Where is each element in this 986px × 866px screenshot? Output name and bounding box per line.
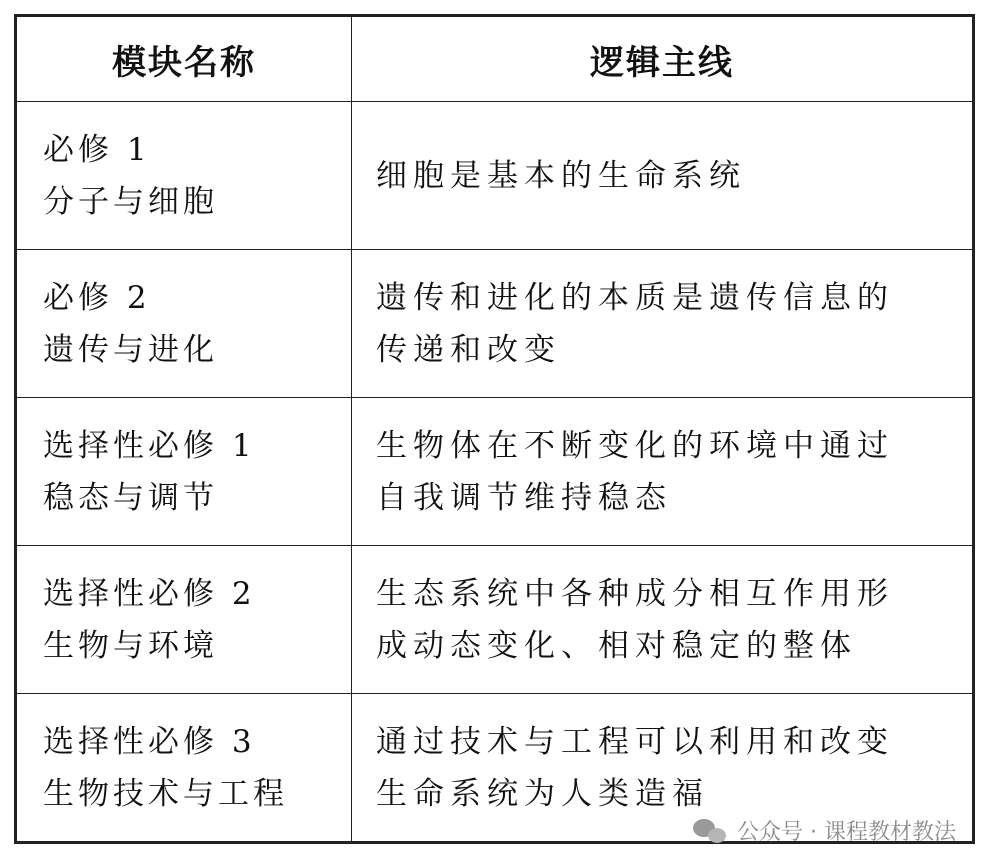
logic-line: 遗传和进化的本质是遗传信息的 [376,279,894,316]
table-row [16,102,974,250]
logic-line: 自我调节维持稳态 [376,479,672,516]
module-cell [16,250,352,398]
logic-cell [352,250,974,398]
logic-line: 成动态变化、相对稳定的整体 [376,627,857,664]
module-title: 稳态与调节 [43,479,218,516]
logic-line: 通过技术与工程可以利用和改变 [376,723,894,760]
logic-line: 细胞是基本的生命系统 [376,157,746,194]
table-row [16,546,974,694]
logic-cell [352,546,974,694]
watermark-text: 公众号 · 课程教材教法 [737,820,956,845]
logic-line: 生命系统为人类造福 [376,775,709,812]
header-module-name: 模块名称 [16,16,352,102]
logic-line: 生态系统中各种成分相互作用形 [376,575,894,612]
wechat-icon [693,816,729,846]
module-code: 选择性必修 3 [43,723,256,760]
module-title: 分子与细胞 [43,183,218,220]
table-header-row [16,16,974,102]
table-row [16,398,974,546]
module-table [14,14,975,844]
watermark [693,815,956,846]
module-code: 必修 1 [43,131,151,168]
logic-cell [352,102,974,250]
header-logic-mainline: 逻辑主线 [352,16,974,102]
module-title: 生物与环境 [43,627,218,664]
module-cell [16,102,352,250]
module-cell [16,398,352,546]
logic-line: 生物体在不断变化的环境中通过 [376,427,894,464]
module-title: 生物技术与工程 [43,775,288,812]
module-code: 必修 2 [43,279,151,316]
logic-cell [352,398,974,546]
module-code: 选择性必修 1 [43,427,256,464]
module-code: 选择性必修 2 [43,575,256,612]
module-cell [16,694,352,843]
table-row [16,250,974,398]
logic-line: 传递和改变 [376,331,561,368]
module-title: 遗传与进化 [43,331,218,368]
module-cell [16,546,352,694]
